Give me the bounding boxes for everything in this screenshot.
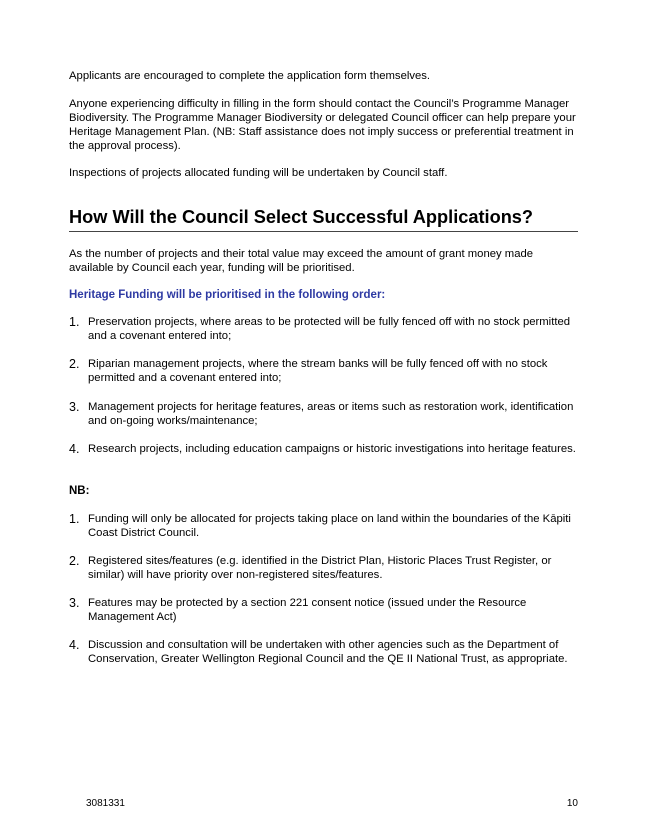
list-item-number: 3. bbox=[69, 400, 80, 414]
list-item-text: Registered sites/features (e.g. identified in the District Plan, Historic Places Trust Register, or similar) will have priority over non-registered sites/features. bbox=[88, 555, 552, 581]
section-intro-paragraph: As the number of projects and their total value may exceed the amount of grant money made available by Council each year, funding will be prioritised. bbox=[69, 248, 534, 274]
list-item-number: 4. bbox=[69, 638, 80, 652]
intro-paragraph-1: Applicants are encouraged to complete the application form themselves. bbox=[69, 70, 431, 82]
list-item-text: Research projects, including education campaigns or historic investigations into heritage features. bbox=[88, 443, 576, 455]
intro-paragraph-2: Anyone experiencing difficulty in filling in the form should contact the Council’s Programme Manager Biodiversity. The Programme Manager Biodiversity or delegated Council officer can help prepare your Heritage Management Plan. (NB: Staff assistance does not imply success or preferential treatment in the approval process). bbox=[69, 98, 576, 152]
page-number: 10 bbox=[566, 798, 578, 809]
list-item-text: Riparian management projects, where the stream banks will be fully fenced off with no stock permitted and a covenant entered into; bbox=[88, 358, 548, 384]
section-heading: How Will the Council Select Successful Applications? bbox=[69, 207, 534, 227]
list-item-number: 2. bbox=[69, 357, 80, 371]
list-item-number: 4. bbox=[69, 442, 80, 456]
nb-label: NB: bbox=[69, 485, 90, 497]
list-item-number: 2. bbox=[69, 554, 80, 568]
list-item-text: Funding will only be allocated for projects taking place on land within the boundaries of the Kāpiti Coast District Council. bbox=[88, 513, 571, 539]
list-item-number: 1. bbox=[69, 512, 80, 526]
intro-paragraph-3: Inspections of projects allocated funding will be undertaken by Council staff. bbox=[69, 167, 448, 179]
priority-subheading: Heritage Funding will be prioritised in the following order: bbox=[69, 289, 386, 301]
document-number: 3081331 bbox=[86, 798, 125, 809]
list-item-text: Preservation projects, where areas to be protected will be fully fenced off with no stock permitted and a covenant entered into; bbox=[88, 316, 571, 342]
list-item-text: Discussion and consultation will be undertaken with other agencies such as the Department of Conservation, Greater Wellington Regional Council and the QE II National Trust, as appropriate. bbox=[88, 639, 568, 665]
heading-divider bbox=[69, 231, 578, 232]
list-item-number: 3. bbox=[69, 596, 80, 610]
list-item-text: Features may be protected by a section 221 consent notice (issued under the Resource Management Act) bbox=[88, 597, 527, 623]
list-item-text: Management projects for heritage features, areas or items such as restoration work, identification and on-going works/maintenance; bbox=[88, 401, 574, 427]
list-item-number: 1. bbox=[69, 315, 80, 329]
